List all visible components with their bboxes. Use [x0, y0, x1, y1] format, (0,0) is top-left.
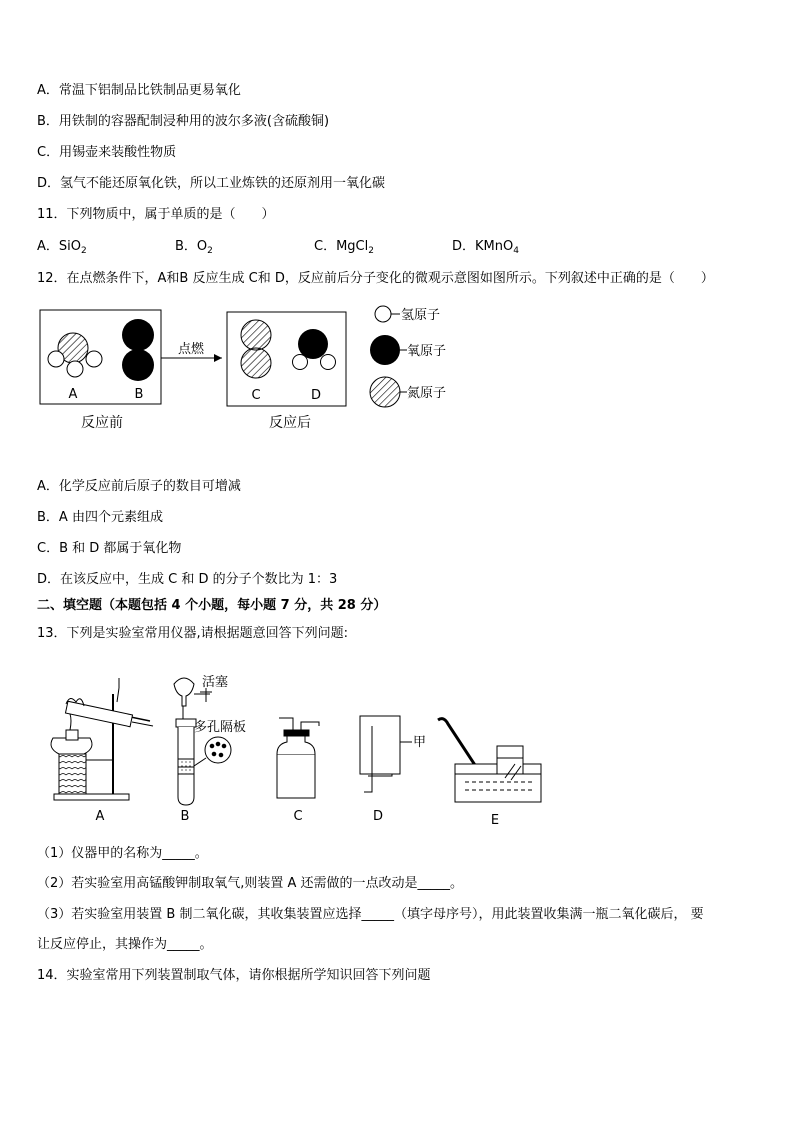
legend-n-label: 氮原子 [407, 386, 447, 401]
q13-sub1: （1）仪器甲的名称为_____。 [37, 846, 208, 861]
apparatus-e [438, 719, 541, 802]
label-b: B [180, 809, 190, 824]
before-label: 反应前 [81, 415, 123, 431]
label-c: C [251, 388, 261, 403]
q12-option-c: C．B 和 D 都属于氧化物 [37, 541, 182, 556]
label-a: A [68, 387, 78, 402]
q10-option-d: D．氢气不能还原氧化铁，所以工业炼铁的还原剂用一氧化碳 [37, 176, 386, 191]
q10-option-a: A．常温下铝制品比铁制品更易氧化 [37, 83, 241, 98]
apparatus-b [174, 678, 231, 805]
q11-stem: 11．下列物质中，属于单质的是（ ） [37, 207, 275, 222]
label-e: E [490, 813, 500, 828]
label-plate: 多孔隔板 [194, 720, 247, 735]
molecule-d [293, 329, 336, 370]
q12-stem: 12．在点燃条件下，A和B 反应生成 C和 D，反应前后分子变化的微观示意图如图所示。下列叙述中正确的是（ ） [37, 271, 714, 286]
q12-option-a: A．化学反应前后原子的数目可增减 [37, 479, 241, 494]
q12-molecule-diagram [0, 296, 794, 438]
q10-option-b: B．用铁制的容器配制浸种用的波尔多液(含硫酸铜) [37, 114, 330, 129]
legend-n-icon [370, 377, 400, 407]
label-a: A [95, 809, 105, 824]
apparatus-c [277, 718, 319, 798]
legend-h-label: 氢原子 [401, 308, 441, 323]
q14-stem: 14．实验室常用下列装置制取气体，请你根据所学知识回答下列问题 [37, 968, 431, 983]
q13-stem: 13．下列是实验室常用仪器,请根据题意回答下列问题: [37, 626, 349, 641]
q11-options [37, 239, 757, 257]
label-c: C [293, 809, 303, 824]
legend-h-icon [375, 306, 391, 322]
q11-option-a: A．SiO$_2$ [37, 239, 87, 256]
q12-option-d: D．在该反应中，生成 C 和 D 的分子个数比为 1：3 [37, 572, 338, 587]
arrow-label: 点燃 [177, 342, 205, 357]
label-jia: 甲 [413, 735, 427, 750]
label-b: B [134, 387, 144, 402]
q10-option-c: C．用锡壶来装酸性物质 [37, 145, 177, 160]
q13-sub3-line2: 让反应停止，其操作为_____。 [37, 937, 213, 952]
q13-apparatus-diagram [0, 664, 794, 832]
apparatus-d [360, 716, 412, 792]
molecule-b [122, 319, 154, 381]
label-d: D [310, 388, 322, 403]
label-valve: 活塞 [202, 675, 229, 690]
q11-option-c: C．MgCl$_2$ [314, 239, 374, 256]
legend-o-icon [370, 335, 400, 365]
molecule-a [48, 333, 102, 377]
molecule-c [241, 320, 271, 378]
q11-option-d: D．KMnO$_4$ [452, 239, 519, 256]
legend-o-label: 氧原子 [407, 344, 447, 359]
after-label: 反应后 [269, 415, 311, 431]
apparatus-a [51, 678, 153, 800]
q13-sub3-line1: （3）若实验室用装置 B 制二氧化碳，其收集装置应选择_____（填字母序号），用此装置收集满一瓶二氧化碳后， 要 [37, 907, 704, 922]
section-heading: 二、填空题（本题包括 4 个小题，每小题 7 分，共 28 分） [37, 598, 387, 613]
q11-option-b: B．$O_2$ [175, 239, 213, 256]
q12-option-b: B．A 由四个元素组成 [37, 510, 163, 525]
q13-sub2: （2）若实验室用高锰酸钾制取氧气,则装置 A 还需做的一点改动是_____。 [37, 876, 464, 891]
label-d: D [372, 809, 384, 824]
